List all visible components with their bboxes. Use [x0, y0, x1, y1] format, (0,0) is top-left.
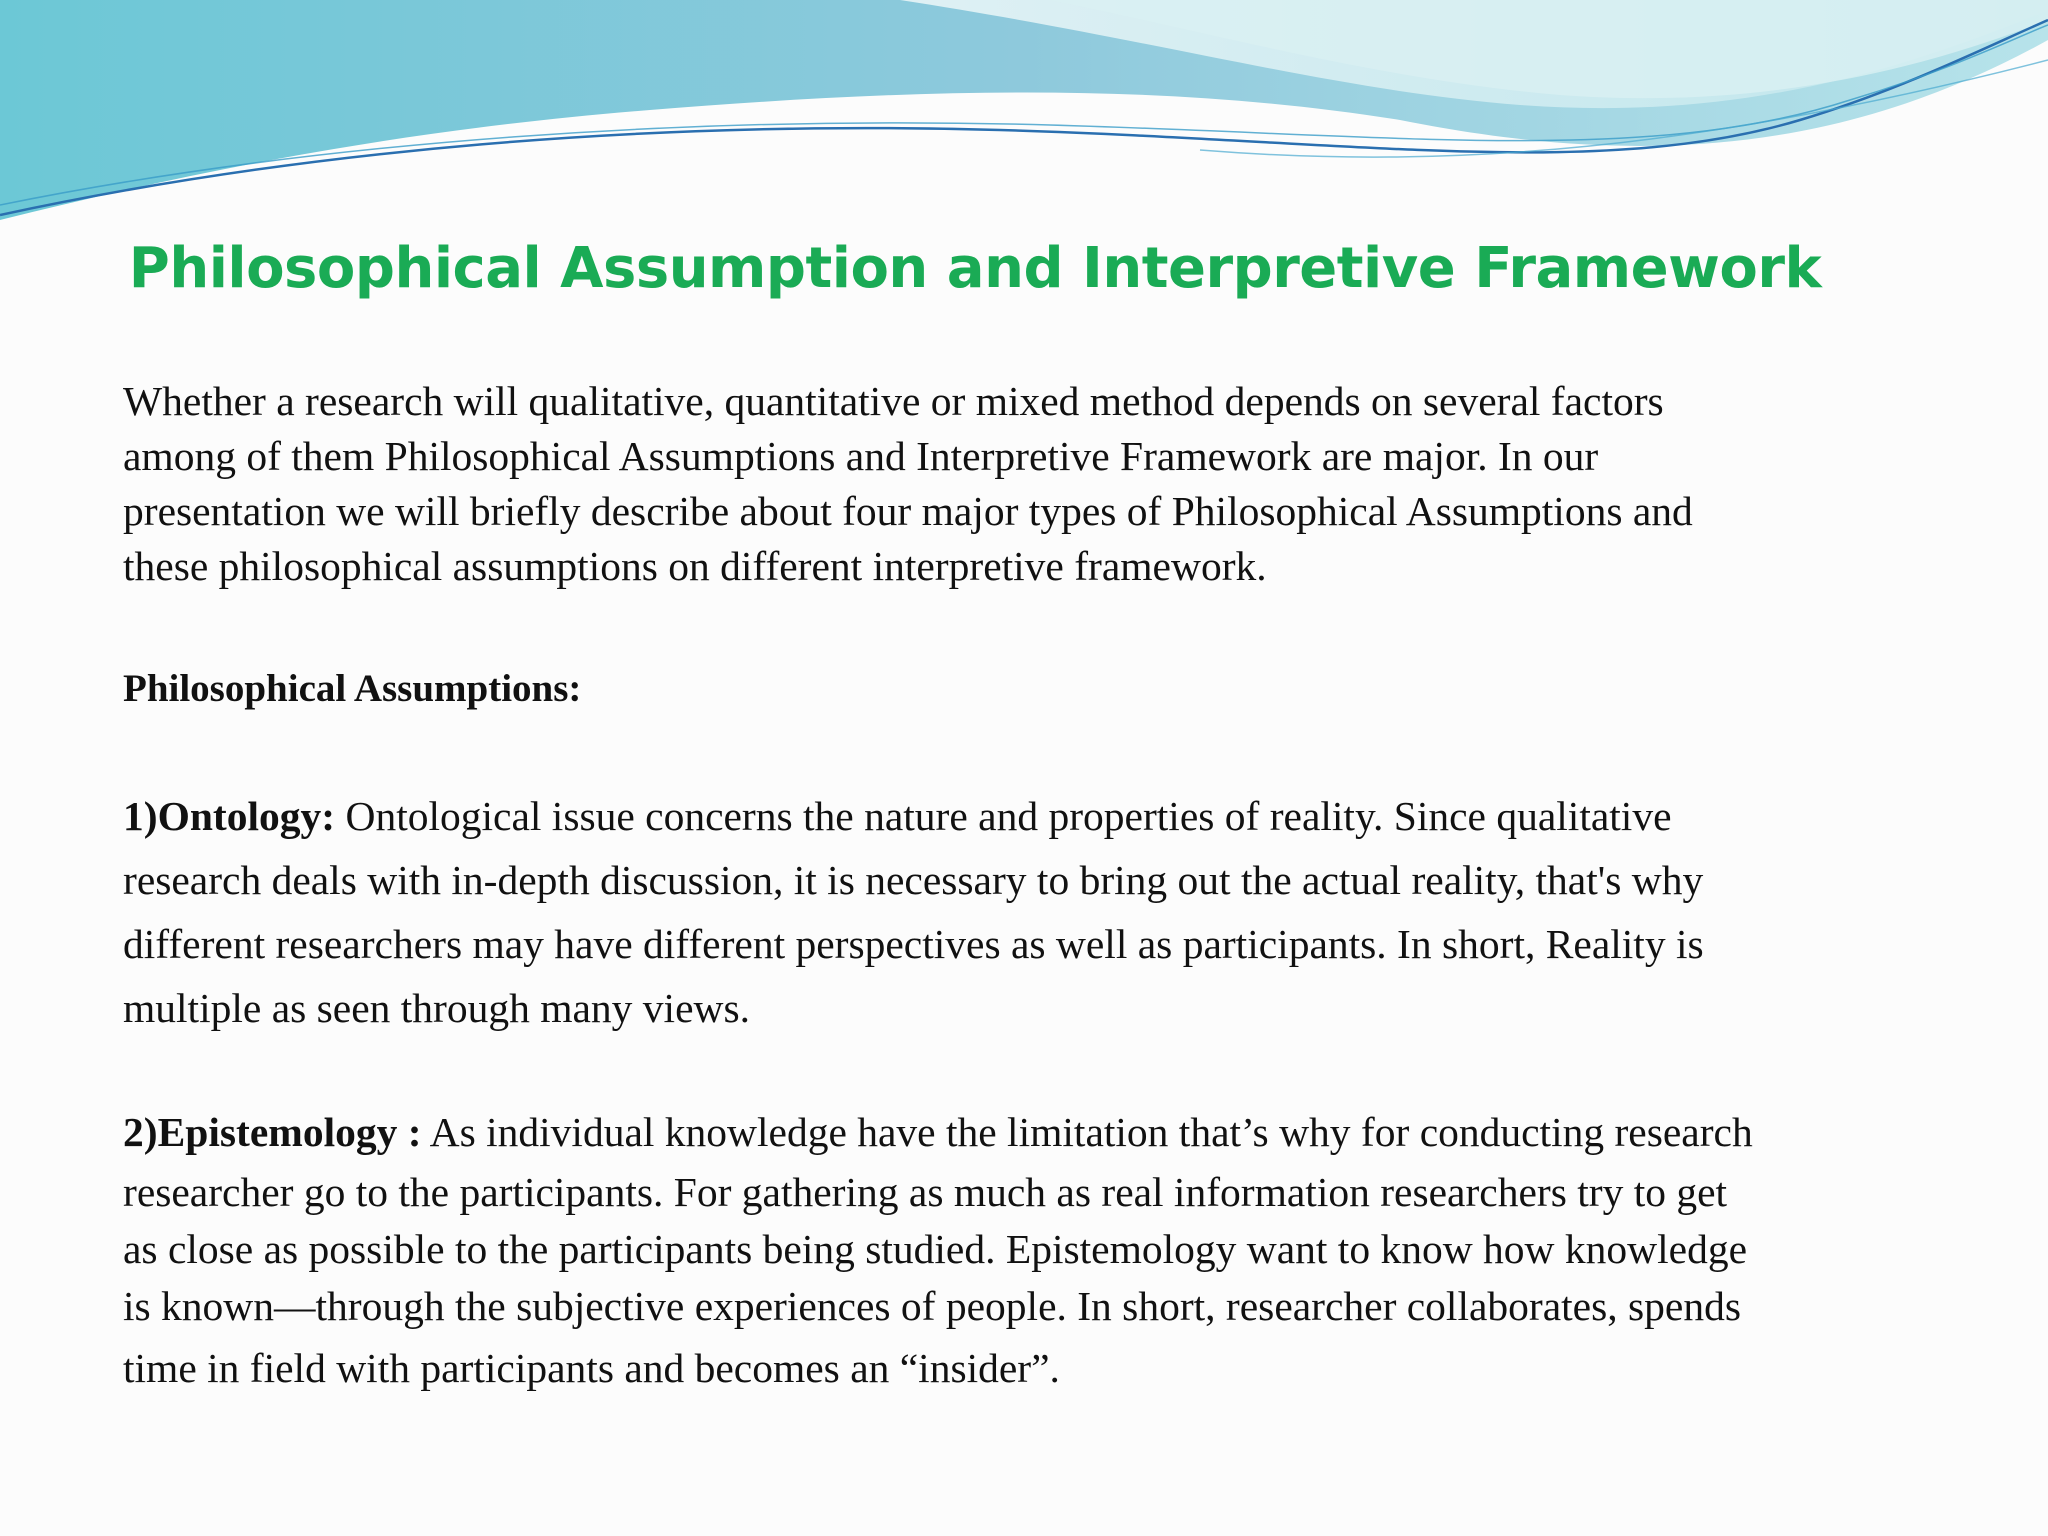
ontology-line: research deals with in-depth discussion, it is necessary to bring out the actual reality, that's why	[123, 857, 1704, 903]
intro-line: these philosophical assumptions on different interpretive framework.	[123, 543, 1267, 589]
epistemology-first-line	[123, 1100, 1953, 1164]
epistemology-line: is known—through the subjective experiences of people. In short, researcher collaborates, spends	[123, 1283, 1741, 1329]
ontology-term: 1)Ontology:	[123, 793, 336, 839]
intro-line: among of them Philosophical Assumptions and Interpretive Framework are major. In our	[123, 433, 1599, 479]
intro-line: Whether a research will qualitative, quantitative or mixed method depends on several factors	[123, 378, 1664, 424]
ontology-first-text: Ontological issue concerns the nature and properties of reality. Since qualitative	[335, 793, 1672, 839]
epistemology-term: 2)Epistemology :	[123, 1109, 422, 1155]
header-wave-decoration	[0, 0, 2048, 260]
ontology-line: multiple as seen through many views.	[123, 985, 750, 1031]
slide-title: Philosophical Assumption and Interpretive Framework	[128, 236, 1822, 301]
intro-line: presentation we will briefly describe about four major types of Philosophical Assumptions and	[123, 488, 1693, 534]
epistemology-first-text: As individual knowledge have the limitation that’s why for conducting research	[421, 1109, 1753, 1155]
epistemology-line: researcher go to the participants. For gathering as much as real information researchers try to get	[123, 1169, 1728, 1215]
epistemology-line: as close as possible to the participants being studied. Epistemology want to know how knowledge	[123, 1226, 1747, 1272]
ontology-line: different researchers may have different perspectives as well as participants. In short, Reality is	[123, 921, 1704, 967]
section-heading: Philosophical Assumptions:	[123, 667, 582, 710]
ontology-paragraph	[123, 784, 1953, 1040]
epistemology-line: time in field with participants and becomes an “insider”.	[123, 1345, 1060, 1391]
epistemology-paragraph	[123, 1100, 1953, 1401]
ontology-first-line	[123, 784, 1953, 848]
intro-paragraph	[123, 374, 1953, 594]
